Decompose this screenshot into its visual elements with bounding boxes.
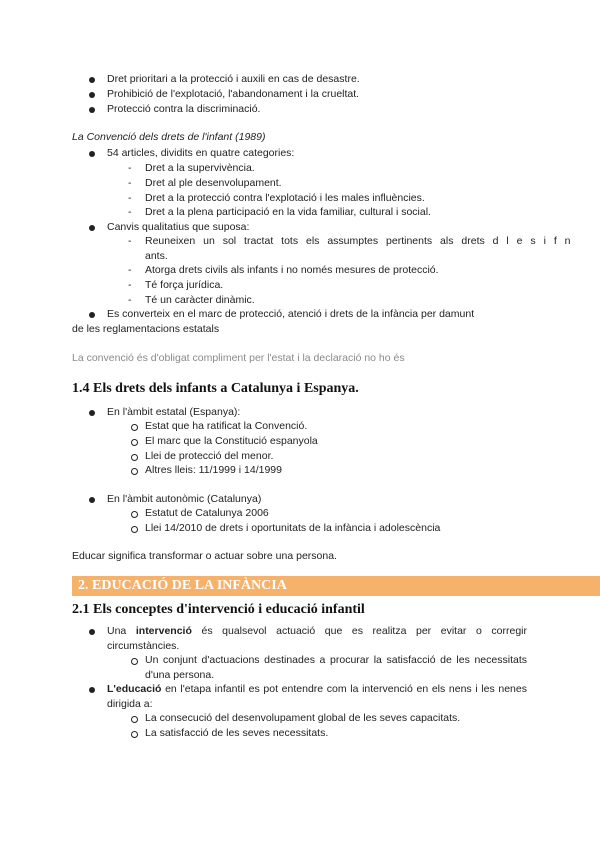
bullet-icon xyxy=(89,410,95,416)
circle-bullet-icon xyxy=(131,468,138,475)
circle-bullet-icon xyxy=(131,511,138,518)
definition-intervencio xyxy=(107,624,527,654)
sub-list-item: El marc que la Constitució espanyola xyxy=(145,435,318,447)
dash-icon: - xyxy=(128,192,132,204)
term-intervencio: intervenció xyxy=(135,625,192,637)
canvis-item-continued: ants. xyxy=(145,250,168,262)
bullet-icon xyxy=(89,497,95,503)
bullet-icon xyxy=(89,225,95,231)
bullet-icon xyxy=(89,77,95,83)
circle-bullet-icon xyxy=(131,526,138,533)
sub-list-item: La satisfacció de les seves necessitats. xyxy=(145,727,329,739)
dash-icon: - xyxy=(128,279,132,291)
list-item: Dret prioritari a la protecció i auxili en cas de desastre. xyxy=(107,73,360,85)
convention-title: La Convenció dels drets de l'infant (1989) xyxy=(72,131,266,143)
circle-bullet-icon xyxy=(131,454,138,461)
definition-text: és qualsevol actuació que es realitza per evitar o corregir circumstàncies. xyxy=(107,625,528,652)
section-banner xyxy=(72,576,600,596)
dash-icon: - xyxy=(128,235,132,247)
sub-list-item: Un conjunt d'actuacions destinades a procurar la satisfacció de les necessitats d'una persona. xyxy=(145,654,527,681)
bullet-icon xyxy=(89,687,95,693)
sub-list-item: Llei 14/2010 de drets i oportunitats de la infància i adolescència xyxy=(145,522,441,534)
sub-list-item: La consecució del desenvolupament global de les seves capacitats. xyxy=(145,712,461,724)
section-heading: 2.1 Els conceptes d'intervenció i educació infantil xyxy=(72,602,365,617)
dash-icon: - xyxy=(128,162,132,174)
canvis-item: Té un caràcter dinàmic. xyxy=(145,294,255,306)
list-item: Es converteix en el marc de protecció, atenció i drets de la infància per damunt xyxy=(107,308,475,320)
circle-bullet-icon xyxy=(131,439,138,446)
circle-bullet-icon xyxy=(131,424,138,431)
bullet-icon xyxy=(89,92,95,98)
sub-list-item: Estat que ha ratificat la Convenció. xyxy=(145,420,308,432)
bullet-icon xyxy=(89,107,95,113)
note-text: La convenció és d'obligat compliment per l'estat i la declaració no ho és xyxy=(72,352,405,364)
circle-bullet-icon xyxy=(131,658,138,665)
category-item: Dret a la supervivència. xyxy=(145,162,255,174)
category-item: Dret a la plena participació en la vida familiar, cultural i social. xyxy=(145,206,431,218)
paragraph: Educar significa transformar o actuar sobre una persona. xyxy=(72,550,337,562)
bullet-icon xyxy=(89,629,95,635)
list-item: En l'àmbit estatal (Espanya): xyxy=(107,406,241,418)
section-heading: 1.4 Els drets dels infants a Catalunya i Espanya. xyxy=(72,381,359,396)
list-item: En l'àmbit autonòmic (Catalunya) xyxy=(107,493,262,505)
list-item: Prohibició de l'explotació, l'abandonament i la crueltat. xyxy=(107,88,360,100)
definition-educacio xyxy=(107,682,527,712)
list-item: Canvis qualitatius que suposa: xyxy=(107,221,250,233)
list-item-continued: de les reglamentacions estatals xyxy=(72,323,220,335)
list-item: Protecció contra la discriminació. xyxy=(107,103,261,115)
list-item: 54 articles, dividits en quatre categories: xyxy=(107,147,295,159)
sub-list-item: Llei de protecció del menor. xyxy=(145,450,274,462)
category-item: Dret al ple desenvolupament. xyxy=(145,177,282,189)
definition-prefix: Una xyxy=(107,625,127,637)
banner-title: 2. EDUCACIÓ DE LA INFÀNCIA xyxy=(78,578,287,593)
canvis-item: Atorga drets civils als infants i no només mesures de protecció. xyxy=(145,264,439,276)
dash-icon: - xyxy=(128,294,132,306)
canvis-item: Té força jurídica. xyxy=(145,279,224,291)
sub-list-item: Altres lleis: 11/1999 i 14/1999 xyxy=(145,464,282,476)
category-item: Dret a la protecció contra l'explotació i les males influències. xyxy=(145,192,425,204)
dash-icon: - xyxy=(128,264,132,276)
circle-bullet-icon xyxy=(131,716,138,723)
dash-icon: - xyxy=(128,206,132,218)
canvis-item: Reuneixen un sol tractat tots els assumptes pertinents als drets d l e s i f n xyxy=(145,235,571,247)
term-educacio: L'educació xyxy=(107,683,162,695)
bullet-icon xyxy=(89,312,95,318)
dash-icon: - xyxy=(128,177,132,189)
circle-bullet-icon xyxy=(131,731,138,738)
definition-text: en l'etapa infantil es pot entendre com la intervenció en els nens i les nenes dirigida a: xyxy=(107,683,527,710)
bullet-icon xyxy=(89,151,95,157)
sub-list-item: Estatut de Catalunya 2006 xyxy=(145,507,269,519)
